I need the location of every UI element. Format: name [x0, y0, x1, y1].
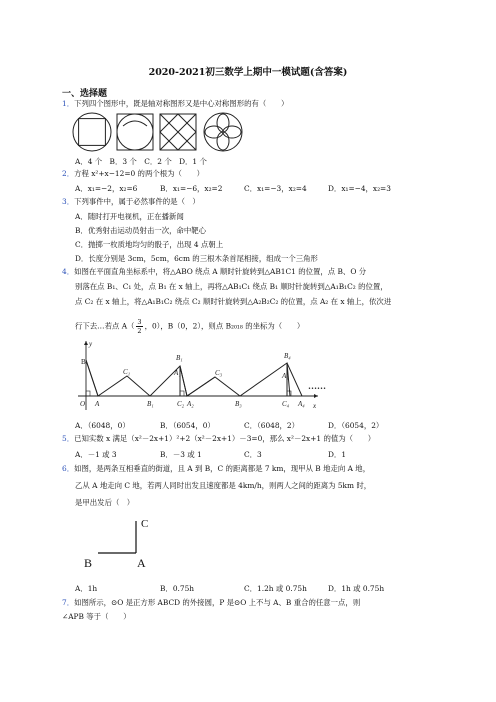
q3-option-a: A．随时打开电视机，正在播新闻: [75, 212, 184, 221]
label-x: x: [313, 402, 317, 410]
text-fragment: 行下去…若点 A（: [75, 321, 135, 331]
question-text-line: 点 C₂ 在 x 轴上，将△A₁B₁C₂ 绕点 C₂ 顺时针旋转到△A₂B₂C₂ 的位置，点 A₂ 在 x 轴上，依次进: [75, 297, 392, 306]
question-stem: 下列事件中，属于必然事件的是（ ）: [74, 197, 200, 206]
label-y: y: [89, 340, 93, 348]
q1-options: A．4 个 B．3 个 C．2 个 D．1 个: [75, 157, 207, 166]
label-b: B: [84, 556, 93, 570]
label-b3: B₃: [235, 400, 242, 408]
fraction-denominator: 2: [137, 327, 142, 335]
fraction: [136, 318, 142, 335]
label-a: A: [137, 556, 146, 570]
question-number: 3．: [62, 197, 75, 206]
label-c: C: [141, 518, 149, 530]
figure-circle-petals: [204, 113, 242, 151]
question-4: [62, 267, 366, 277]
q6-option-d: D．1h 或 0.75h: [328, 584, 385, 593]
label-c4: C₄: [282, 400, 290, 408]
figure-square-circle: [117, 114, 153, 150]
question-number: 6．: [62, 464, 75, 473]
question-number: 5．: [62, 434, 75, 443]
q2-option-a: A．x₁=−2，x₂=6: [75, 184, 138, 193]
figure-circle-square: [73, 113, 111, 151]
question-text-line: 如图所示，⊙O 是正方形 ABCD 的外接圆，P 是⊙O 上不与 A、B 重合的任意一点，则: [74, 598, 361, 607]
q1-figures: [70, 110, 250, 154]
question-text-line: 别落在点 B₁、C₁ 处，点 B₁ 在 x 轴上，再将△AB₁C₁ 绕点 B₁ 顺时针旋转到△A₁B₁C₂ 的位置，: [75, 282, 388, 291]
fraction-numerator: 3: [137, 318, 142, 326]
figure-square-diagonals: [160, 114, 196, 150]
q6-figure: [80, 512, 170, 572]
section-heading: 一、选择题: [62, 89, 108, 99]
question-text-line: 乙从 A 地走向 C 地，若两人同时出发且速度都是 4km/h，则两人之间的距离为 5km 时，: [75, 481, 372, 490]
question-2: [62, 169, 204, 179]
label-c3: C₃: [215, 369, 223, 377]
continuation-dots: ……: [308, 381, 326, 391]
q6-option-b: B．0.75h: [160, 584, 195, 593]
q5-option-c: C．3: [244, 450, 262, 459]
q3-option-c: C．抛掷一枚质地均匀的骰子，出现 4 点朝上: [75, 240, 224, 249]
question-3: [62, 197, 200, 207]
label-c2: C₂: [177, 400, 185, 408]
question-1: [62, 99, 288, 109]
question-number: 4．: [62, 267, 75, 276]
label-a4: A₄: [298, 400, 305, 408]
question-text-line: 是甲出发后（ ）: [75, 498, 135, 507]
question-text-line: 如图，是两条互相垂直的街道，且 A 到 B，C 的距离都是 7 km，现甲从 B 地走向 A 地，: [74, 464, 371, 473]
label-o: O: [80, 400, 86, 408]
question-text-line: 如图在平面直角坐标系中，将△ABO 绕点 A 顺时针旋转到△AB1C1 的位置，点 B、O 分: [74, 267, 367, 276]
question-7: [62, 598, 360, 608]
rotation-chain: [86, 360, 302, 396]
q2-option-c: C．x₁=−3，x₂=4: [244, 184, 307, 193]
q4-option-d: D．（6054，2）: [328, 421, 384, 430]
question-number: 2．: [62, 169, 75, 178]
question-5: [62, 434, 375, 444]
label-a1: A₁: [174, 369, 181, 377]
q4-option-a: A．（6048，0）: [75, 421, 130, 430]
question-stem: 已知实数 x 满足（x²－2x+1）²+2（x²－2x+1）－3=0，那么 x²－2x+1 的值为（ ）: [74, 434, 376, 443]
q4-figure: [70, 338, 330, 414]
q4-option-c: C．（6048，2）: [244, 421, 300, 430]
label-b1-top: B₁: [176, 354, 183, 362]
q6-option-c: C．1.2h 或 0.75h: [244, 584, 307, 593]
text-fragment: ，0），B（0，2），则点 B₂₀₁₈ 的坐标为（ ）: [144, 321, 305, 331]
q5-option-b: B．－3 或 1: [160, 450, 202, 459]
label-a2: A₂: [187, 400, 194, 408]
q2-option-b: B．x₁=−6，x₂=2: [160, 184, 223, 193]
q6-option-a: A．1h: [75, 584, 98, 593]
question-stem: 方程 x²+x−12=0 的两个根为（ ）: [74, 169, 205, 178]
q2-option-d: D．x₁=−4，x₂=3: [328, 184, 391, 193]
label-b: B: [81, 358, 86, 366]
q4-option-b: B．（6054，0）: [160, 421, 215, 430]
q5-option-a: A．－1 或 3: [75, 450, 117, 459]
q3-option-b: B．优秀射击运动员射击一次，命中靶心: [75, 226, 207, 235]
page-title: 2020-2021初三数学上期中一模试题(含答案): [148, 67, 348, 78]
question-6: [62, 464, 370, 474]
question-text-line: ∠APB 等于（ ）: [62, 612, 131, 621]
question-stem: 下列四个图形中，既是轴对称图形又是中心对称图形的有（ ）: [74, 99, 289, 108]
label-a3: A₃: [282, 372, 289, 380]
question-number: 7．: [62, 598, 75, 607]
question-number: 1．: [62, 99, 75, 108]
label-c1: C₁: [123, 368, 131, 376]
label-b4: B₄: [284, 352, 291, 360]
question-text-line: [75, 318, 304, 335]
label-a: A: [95, 400, 100, 408]
q5-option-d: D．1: [328, 450, 347, 459]
label-b1: B₁: [147, 400, 154, 408]
q3-option-d: D．长度分别是 3cm，5cm，6cm 的三根木条首尾相接，组成一个三角形: [75, 254, 318, 263]
